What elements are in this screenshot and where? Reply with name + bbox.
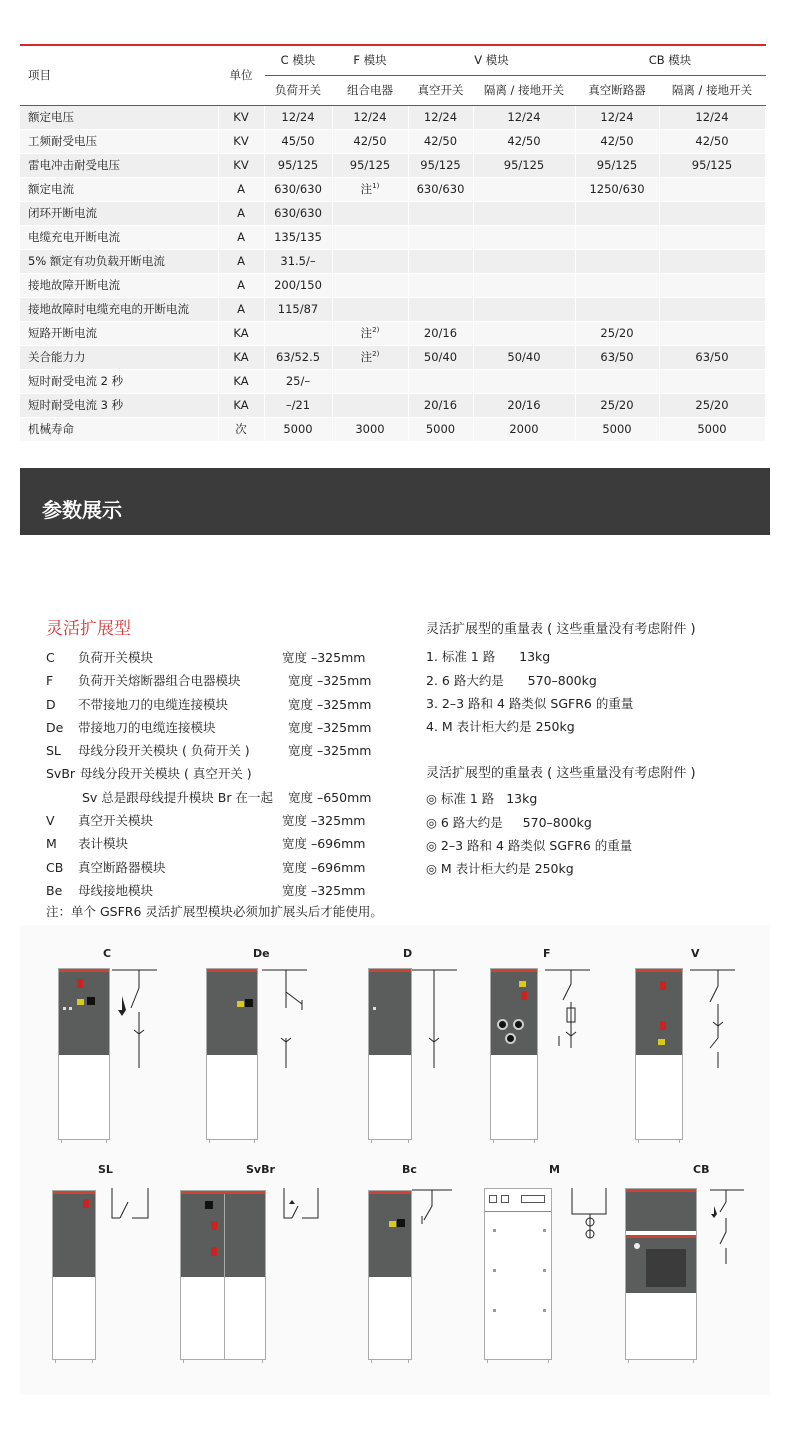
diagram-label-svbr: SvBr <box>246 1163 275 1176</box>
table-cell <box>332 297 408 321</box>
weights-item: ◎ 6 路大约是 570–800kg <box>426 814 592 830</box>
cell-value: 25/20 <box>695 398 729 412</box>
table-cell <box>408 297 473 321</box>
module-code: De <box>46 719 64 735</box>
module-width: 宽度 –325mm <box>288 696 372 712</box>
group-f: F 模块 <box>332 45 408 75</box>
module-desc: Sv 总是跟母线提升模块 Br 在一起 <box>82 789 273 805</box>
table-cell <box>264 297 332 321</box>
schematic-de <box>262 968 312 1078</box>
table-cell <box>575 297 659 321</box>
table-cell <box>264 417 332 441</box>
module-code: SL <box>46 743 61 759</box>
table-cell <box>408 321 473 345</box>
table-cell: KV <box>218 153 264 177</box>
table-cell <box>264 129 332 153</box>
table-cell <box>408 177 473 201</box>
module-code: C <box>46 650 55 665</box>
table-cell <box>264 249 332 273</box>
diagram-label-m: M <box>549 1163 560 1176</box>
table-cell <box>473 417 575 441</box>
weights-item: 4. M 表计柜大约是 250kg <box>426 719 575 735</box>
table-cell <box>659 417 765 441</box>
table-row <box>20 153 765 177</box>
cell-value: 25/– <box>285 374 311 388</box>
table-row <box>20 273 765 297</box>
table-cell <box>473 369 575 393</box>
weights-item: 3. 2–3 路和 4 路类似 SGFR6 的重量 <box>426 695 634 711</box>
table-row <box>20 345 765 369</box>
diagram-label-sl: SL <box>98 1163 113 1176</box>
table-cell <box>659 369 765 393</box>
table-cell <box>473 177 575 201</box>
cell-value: 95/125 <box>503 158 545 172</box>
header-unit: 单位 <box>218 45 264 105</box>
module-desc: 真空断路器模块 <box>78 859 166 875</box>
table-cell <box>332 321 408 345</box>
module-desc: 母线分段开关模块 ( 负荷开关 ) <box>78 743 250 759</box>
table-cell: A <box>218 201 264 225</box>
cabinet-d <box>368 968 412 1140</box>
table-cell <box>264 369 332 393</box>
table-cell <box>264 153 332 177</box>
diagram-label-cb: CB <box>693 1163 710 1176</box>
table-cell <box>575 105 659 129</box>
table-cell <box>264 177 332 201</box>
table-row <box>20 225 765 249</box>
spec-table <box>20 44 766 442</box>
table-cell <box>264 321 332 345</box>
module-list <box>46 646 376 902</box>
table-cell: 5% 额定有功负载开断电流 <box>20 249 218 273</box>
table-cell <box>575 321 659 345</box>
cell-value: 95/125 <box>420 158 461 172</box>
table-row <box>20 105 765 129</box>
cell-value: 630/630 <box>416 182 465 196</box>
table-row <box>20 249 765 273</box>
table-header-row <box>20 45 765 75</box>
weights-block-1 <box>426 618 696 738</box>
module-width: 宽度 –325mm <box>288 673 372 689</box>
cell-value: 42/50 <box>600 134 634 148</box>
table-cell <box>659 249 765 273</box>
cell-value: 200/150 <box>274 278 322 292</box>
table-cell <box>575 393 659 417</box>
table-cell: 次 <box>218 417 264 441</box>
cell-value: 12/24 <box>353 110 387 124</box>
cabinet-de <box>206 968 258 1140</box>
table-cell <box>575 153 659 177</box>
table-cell: KV <box>218 105 264 129</box>
table-cell <box>408 153 473 177</box>
module-row <box>46 879 376 902</box>
cabinet-f <box>490 968 538 1140</box>
cell-value: 95/125 <box>349 158 391 172</box>
table-cell: 接地故障开断电流 <box>20 273 218 297</box>
table-cell: 机械寿命 <box>20 417 218 441</box>
table-cell <box>332 177 408 201</box>
table-cell <box>408 369 473 393</box>
weights-list <box>426 787 696 880</box>
table-cell <box>575 273 659 297</box>
table-row <box>20 129 765 153</box>
cell-value: 95/125 <box>691 158 733 172</box>
table-cell <box>332 345 408 369</box>
module-row <box>46 762 376 785</box>
module-desc: 真空开关模块 <box>78 813 154 829</box>
table-cell <box>575 369 659 393</box>
weights-title: 灵活扩展型的重量表 ( 这些重量没有考虑附件 ) <box>426 766 696 781</box>
table-row <box>20 177 765 201</box>
weights-item: ◎ 2–3 路和 4 路类似 SGFR6 的重量 <box>426 837 633 853</box>
table-row <box>20 321 765 345</box>
table-cell: A <box>218 177 264 201</box>
table-cell <box>575 225 659 249</box>
module-desc: 母线接地模块 <box>78 882 154 898</box>
table-cell: KA <box>218 369 264 393</box>
cell-value: 25/20 <box>600 398 634 412</box>
module-code: M <box>46 836 57 852</box>
table-cell <box>408 417 473 441</box>
cell-value: 42/50 <box>507 134 541 148</box>
module-row <box>46 716 376 739</box>
cell-value: 12/24 <box>281 110 315 124</box>
table-cell: 接地故障时电缆充电的开断电流 <box>20 297 218 321</box>
schematic-svbr <box>282 1188 326 1228</box>
table-cell <box>659 177 765 201</box>
table-cell <box>575 417 659 441</box>
module-width: 宽度 –325mm <box>282 813 366 829</box>
diagram-label-d: D <box>403 947 413 960</box>
diagram-label-c: C <box>103 947 112 960</box>
module-row <box>46 646 376 669</box>
table-cell <box>473 321 575 345</box>
table-cell <box>659 321 765 345</box>
table-cell: A <box>218 249 264 273</box>
cabinet-svbr <box>180 1190 266 1360</box>
table-cell: 额定电流 <box>20 177 218 201</box>
flex-heading: 灵活扩展型 <box>46 619 131 639</box>
schematic-c <box>112 968 162 1078</box>
cell-value: 3000 <box>355 422 385 436</box>
table-cell <box>659 201 765 225</box>
table-cell <box>575 177 659 201</box>
cell-value: 95/125 <box>277 158 319 172</box>
module-desc: 不带接地刀的电缆连接模块 <box>78 696 229 712</box>
cell-value: 95/125 <box>596 158 638 172</box>
table-cell: 短路开断电流 <box>20 321 218 345</box>
module-desc: 负荷开关模块 <box>78 650 154 665</box>
table-cell <box>659 345 765 369</box>
banner-title: 参数展示 <box>42 498 122 522</box>
subcol: 隔离 / 接地开关 <box>473 75 575 105</box>
cell-value: 2000 <box>509 422 539 436</box>
cell-value: 20/16 <box>423 398 458 412</box>
table-row <box>20 393 765 417</box>
footnote-mark: 2) <box>372 326 380 335</box>
cell-value: 31.5/– <box>280 254 316 268</box>
module-row <box>46 786 376 809</box>
module-row <box>46 693 376 716</box>
cell-value: 45/50 <box>281 134 315 148</box>
schematic-m <box>570 1188 614 1258</box>
diagram-label-v: V <box>691 947 700 960</box>
module-code: V <box>46 813 55 829</box>
cell-value: 12/24 <box>695 110 729 124</box>
module-row <box>46 669 376 692</box>
table-cell <box>332 393 408 417</box>
table-cell: 工频耐受电压 <box>20 129 218 153</box>
table-cell <box>473 249 575 273</box>
table-row <box>20 369 765 393</box>
table-cell <box>659 105 765 129</box>
cell-value: 12/24 <box>423 110 458 124</box>
table-cell: 短时耐受电流 3 秒 <box>20 393 218 417</box>
module-code: D <box>46 696 56 712</box>
group-cb: CB 模块 <box>575 45 765 75</box>
weights-list <box>426 645 696 738</box>
cell-value: 12/24 <box>507 110 541 124</box>
table-cell: KA <box>218 345 264 369</box>
cell-value: 50/40 <box>423 350 458 364</box>
table-cell: KV <box>218 129 264 153</box>
weights-item: 2. 6 路大约是 570–800kg <box>426 672 597 688</box>
module-desc: 负荷开关熔断器组合电器模块 <box>78 673 241 689</box>
table-cell <box>473 273 575 297</box>
module-row <box>46 809 376 832</box>
cabinet-sl <box>52 1190 96 1360</box>
table-cell: A <box>218 225 264 249</box>
subcol: 组合电器 <box>332 75 408 105</box>
cabinet-m <box>484 1188 552 1360</box>
cell-value: 42/50 <box>695 134 729 148</box>
cell-value: 63/52.5 <box>275 350 321 364</box>
schematic-v <box>690 968 740 1078</box>
table-row <box>20 297 765 321</box>
subcol: 真空开关 <box>408 75 473 105</box>
table-cell <box>408 225 473 249</box>
table-cell <box>659 393 765 417</box>
cell-value: 63/50 <box>695 350 729 364</box>
flex-note: 注：单个 GSFR6 灵活扩展型模块必须加扩展头后才能使用。 <box>46 904 383 919</box>
cell-value: 25/20 <box>600 326 634 340</box>
table-cell: 短时耐受电流 2 秒 <box>20 369 218 393</box>
table-cell <box>473 129 575 153</box>
module-row <box>46 832 376 855</box>
table-cell <box>659 273 765 297</box>
weights-item: 1. 标准 1 路 13kg <box>426 649 551 665</box>
module-code: Be <box>46 882 63 898</box>
weights-item: ◎ M 表计柜大约是 250kg <box>426 861 574 877</box>
table-row <box>20 201 765 225</box>
table-cell <box>264 345 332 369</box>
table-cell <box>659 129 765 153</box>
cell-value: 42/50 <box>353 134 387 148</box>
table-cell: A <box>218 273 264 297</box>
table-cell <box>264 201 332 225</box>
table-cell <box>408 201 473 225</box>
module-code: SvBr <box>46 766 76 782</box>
table-cell <box>659 297 765 321</box>
module-width: 宽度 –325mm <box>282 650 366 665</box>
table-cell <box>408 249 473 273</box>
module-width: 宽度 –650mm <box>288 789 372 805</box>
module-row <box>46 739 376 762</box>
table-body <box>20 105 765 441</box>
footnote-mark: 2) <box>372 350 380 359</box>
cabinet-bc <box>368 1190 412 1360</box>
cell-value: 5000 <box>283 422 313 436</box>
table-cell <box>473 345 575 369</box>
table-cell <box>332 273 408 297</box>
table-cell <box>473 201 575 225</box>
cell-value: 50/40 <box>507 350 541 364</box>
cell-value: 12/24 <box>600 110 634 124</box>
cabinet-v <box>635 968 683 1140</box>
table-cell: KA <box>218 393 264 417</box>
weights-title: 灵活扩展型的重量表 ( 这些重量没有考虑附件 ) <box>426 622 696 637</box>
module-desc: 表计模块 <box>78 836 129 852</box>
cell-value: 630/630 <box>274 206 322 220</box>
weights-item: ◎ 标准 1 路 13kg <box>426 791 538 807</box>
module-row <box>46 856 376 879</box>
table-row <box>20 417 765 441</box>
section-banner <box>20 468 770 535</box>
table-cell <box>332 249 408 273</box>
table-cell: 额定电压 <box>20 105 218 129</box>
table-cell <box>332 225 408 249</box>
table-cell <box>659 153 765 177</box>
cell-value: 20/16 <box>507 398 541 412</box>
table-cell <box>408 345 473 369</box>
subcol: 隔离 / 接地开关 <box>659 75 765 105</box>
group-c: C 模块 <box>264 45 332 75</box>
cell-value: 5000 <box>602 422 632 436</box>
schematic-f <box>545 968 595 1078</box>
module-desc: 母线分段开关模块 ( 真空开关 ) <box>80 766 252 782</box>
cell-value: 注 <box>360 350 373 364</box>
diagram-label-bc: Bc <box>402 1163 417 1176</box>
table-cell: A <box>218 297 264 321</box>
table-cell <box>332 201 408 225</box>
table-cell <box>264 393 332 417</box>
footnote-mark: 1) <box>372 182 380 191</box>
table-cell <box>659 225 765 249</box>
module-width: 宽度 –696mm <box>282 859 366 875</box>
schematic-sl <box>110 1188 154 1228</box>
cell-value: 135/135 <box>274 230 322 244</box>
module-desc: 带接地刀的电缆连接模块 <box>78 719 216 735</box>
table-cell <box>575 249 659 273</box>
table-cell <box>332 105 408 129</box>
group-v: V 模块 <box>408 45 575 75</box>
schematic-cb <box>710 1188 754 1268</box>
table-cell <box>575 129 659 153</box>
cell-value: 注 <box>360 326 373 340</box>
table-cell <box>473 393 575 417</box>
table-cell <box>408 393 473 417</box>
schematic-bc <box>412 1188 456 1228</box>
table-cell <box>473 105 575 129</box>
table-cell <box>332 129 408 153</box>
table-cell <box>332 417 408 441</box>
table-cell <box>332 369 408 393</box>
module-width: 宽度 –325mm <box>288 719 372 735</box>
diagram-label-de: De <box>253 947 270 960</box>
cell-value: 1250/630 <box>589 182 645 196</box>
cell-value: –/21 <box>285 398 311 412</box>
table-cell <box>408 273 473 297</box>
table-cell <box>575 345 659 369</box>
cell-value: 注 <box>360 182 373 196</box>
table-cell: 电缆充电开断电流 <box>20 225 218 249</box>
table-cell <box>408 129 473 153</box>
module-width: 宽度 –696mm <box>282 836 366 852</box>
cell-value: 5000 <box>697 422 727 436</box>
cell-value: 63/50 <box>600 350 634 364</box>
cabinet-c <box>58 968 110 1140</box>
table-cell <box>264 273 332 297</box>
table-cell <box>473 297 575 321</box>
schematic-d <box>412 968 462 1078</box>
table-cell <box>332 153 408 177</box>
weights-block-2 <box>426 762 696 880</box>
subcol: 真空断路器 <box>575 75 659 105</box>
table-cell <box>408 105 473 129</box>
table-cell <box>473 153 575 177</box>
table-cell <box>264 105 332 129</box>
diagram-label-f: F <box>543 947 551 960</box>
table-cell: 雷电冲击耐受电压 <box>20 153 218 177</box>
table-cell <box>473 225 575 249</box>
cabinet-cb <box>625 1188 697 1360</box>
header-item: 项目 <box>20 45 218 105</box>
cell-value: 5000 <box>425 422 456 436</box>
cell-value: 20/16 <box>423 326 458 340</box>
subcol: 负荷开关 <box>264 75 332 105</box>
table-cell: KA <box>218 321 264 345</box>
table-cell: 闭环开断电流 <box>20 201 218 225</box>
table-cell: 关合能力力 <box>20 345 218 369</box>
table-cell <box>264 225 332 249</box>
module-code: CB <box>46 859 64 875</box>
table-cell <box>575 201 659 225</box>
module-code: F <box>46 673 54 689</box>
cell-value: 115/87 <box>277 302 319 316</box>
cell-value: 42/50 <box>423 134 458 148</box>
module-width: 宽度 –325mm <box>282 882 366 898</box>
module-width: 宽度 –325mm <box>288 743 372 759</box>
cell-value: 630/630 <box>274 182 322 196</box>
